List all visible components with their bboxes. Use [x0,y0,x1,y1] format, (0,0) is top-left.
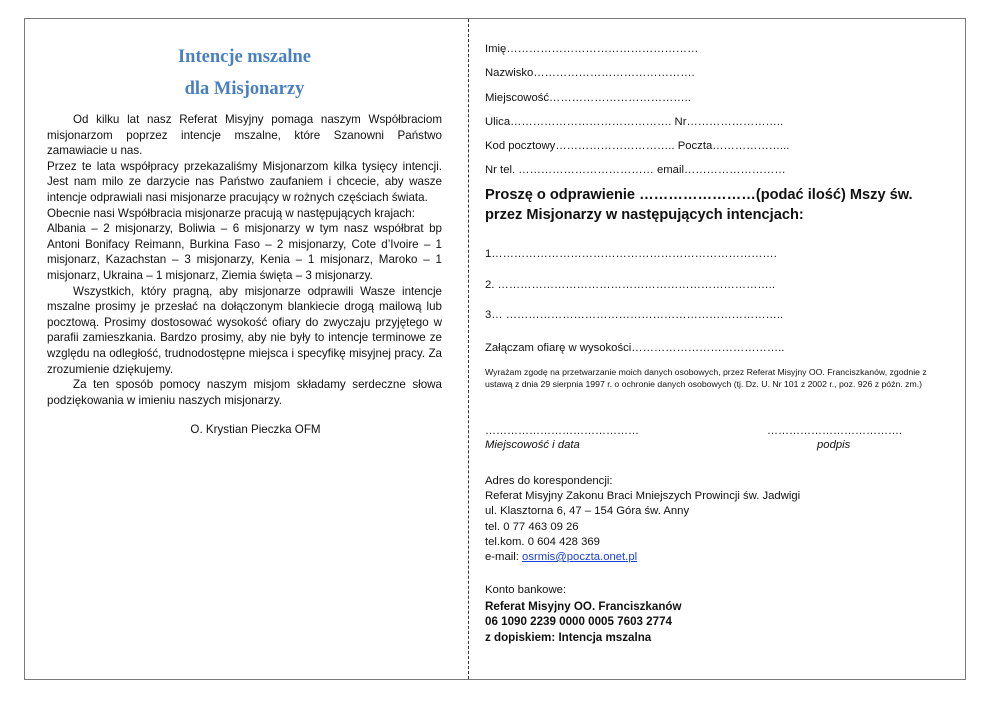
signature-line[interactable]: ………………………………. [767,425,903,437]
address-heading: Adres do korespondencji: [485,475,613,487]
mass-request-line-2: przez Misjonarzy w następujących intencjach: [485,207,804,223]
paragraph-request: Wszystkich, który pragną, aby misjonarze odprawili Wasze intencje mszalne prosimy je przesłać na dołączonym blankiecie drogą mailową lub pocztową. Prosimy dostosować wysokość ofiary do zwyczaju przyjętego w parafii zamieszkania. Bardzo prosimy, aby nie były to intencje terminowe ze względu na odległość, trudnodostępne miejsca i specyfikę misyjnej pracy. Za zrozumienie dziękujemy. [47,284,442,376]
address-email-row [485,550,800,565]
cut-line-divider [468,19,469,679]
city-field[interactable]: Miejscowość……………………………….. [485,92,691,104]
left-column [47,19,442,438]
street-field[interactable]: Ulica……………………………………. Nr…………………….. [485,116,784,128]
first-name-field[interactable]: Imię…………………………………………… [485,43,699,55]
intention-1-field[interactable]: 1…………………………………………………………………. [485,248,777,260]
address-line-2: ul. Klasztorna 6, 47 – 154 Góra św. Anny [485,505,690,518]
address-mobile: tel.kom. 0 604 428 369 [485,535,600,548]
last-name-field[interactable]: Nazwisko……………………………………. [485,67,695,79]
paragraph-cooperation: Przez te lata współpracy przekazaliśmy Misjonarzom kilka tysięcy intencji. Jest nam milo ze darzycie nas Państwo zaufaniem i chcecie, aby wasze intencje odprawiali nasi misjonarze pracujący w rożnych częściach świata. [47,159,442,204]
intention-2-field[interactable]: 2. ……………………………………………………………….. [485,279,775,291]
intention-3-field[interactable]: 3… ……………………………………………………………….. [485,309,784,321]
signature: O. Krystian Pieczka OFM [190,423,321,437]
bank-account-number: 06 1090 2239 0000 0005 7603 2774 [485,615,672,629]
title-line-1: Intencje mszalne [177,47,312,67]
place-date-line[interactable]: …………………………………… [485,425,639,437]
email-link[interactable]: osrmis@poczta.onet.pl [522,551,638,564]
bank-account-name: Referat Misyjny OO. Franciszkanów [485,599,682,613]
offering-field[interactable]: Załączam ofiarę w wysokości………………………………….. [485,342,785,354]
mass-request-line-1[interactable]: Proszę o odprawienie ……………………(podać ilość) Mszy św. [485,187,913,203]
email-label: e-mail: [485,551,523,564]
paragraph-thanks: Za ten sposób pomocy naszym misjom składamy serdeczne słowa podziękowania w imieniu naszych misjonarzy. [47,378,442,407]
paragraph-countries-intro: Obecnie nasi Współbracia misjonarze pracują w następujących krajach: [47,206,415,220]
address-phone: tel. 0 77 463 09 26 [485,520,579,533]
paragraph-intro: Od kilku lat nasz Referat Misyjny pomaga naszym Współbraciom misjonarzom poprzez intencje mszalne, które Szanowni Państwo zamawiacie u nas. [47,113,442,158]
bank-account [485,583,682,645]
document-page [24,18,966,680]
mass-request [485,185,913,225]
paragraph-countries-list: Albania – 2 misjonarzy, Boliwia – 6 misjonarzy w tym nasz współbrat bp Antoni Bonifacy Reimann, Burkina Faso – 2 misjonarzy, Cote d’Ivoire – 1 misjonarz, Kazachstan – 3 misjonarzy, Kenia – 1 misjonarz, Maroko – 1 misjonarz, Ukraina – 1 misjonarz, Ziemia święta – 3 misjonarzy. [47,222,442,282]
phone-email-field[interactable]: Nr tel. ……………………………… email……………………… [485,164,786,176]
title-line-2: dla Misjonarzy [184,79,305,99]
signature-caption: podpis [817,439,851,451]
bank-transfer-note: z dopiskiem: Intencja mszalna [485,630,652,644]
place-date-caption: Miejscowość i data [485,439,580,451]
correspondence-address [485,474,800,565]
bank-heading: Konto bankowe: [485,584,567,596]
address-line-1: Referat Misyjny Zakonu Braci Mniejszych Prowincji św. Jadwigi [485,490,801,503]
postal-code-field[interactable]: Kod pocztowy………………………….. Poczta………………... [485,140,790,152]
data-consent-text: Wyrażam zgodę na przetwarzanie moich danych osobowych, przez Referat Misyjny OO. Franciszkanów, zgodnie z ustawą z dnia 29 sierpnia 1997 r. o ochronie danych osobowych (tj. Dz. U. Nr 101 z 2002 r., poz. 926 z późn. zm.) [485,367,927,389]
